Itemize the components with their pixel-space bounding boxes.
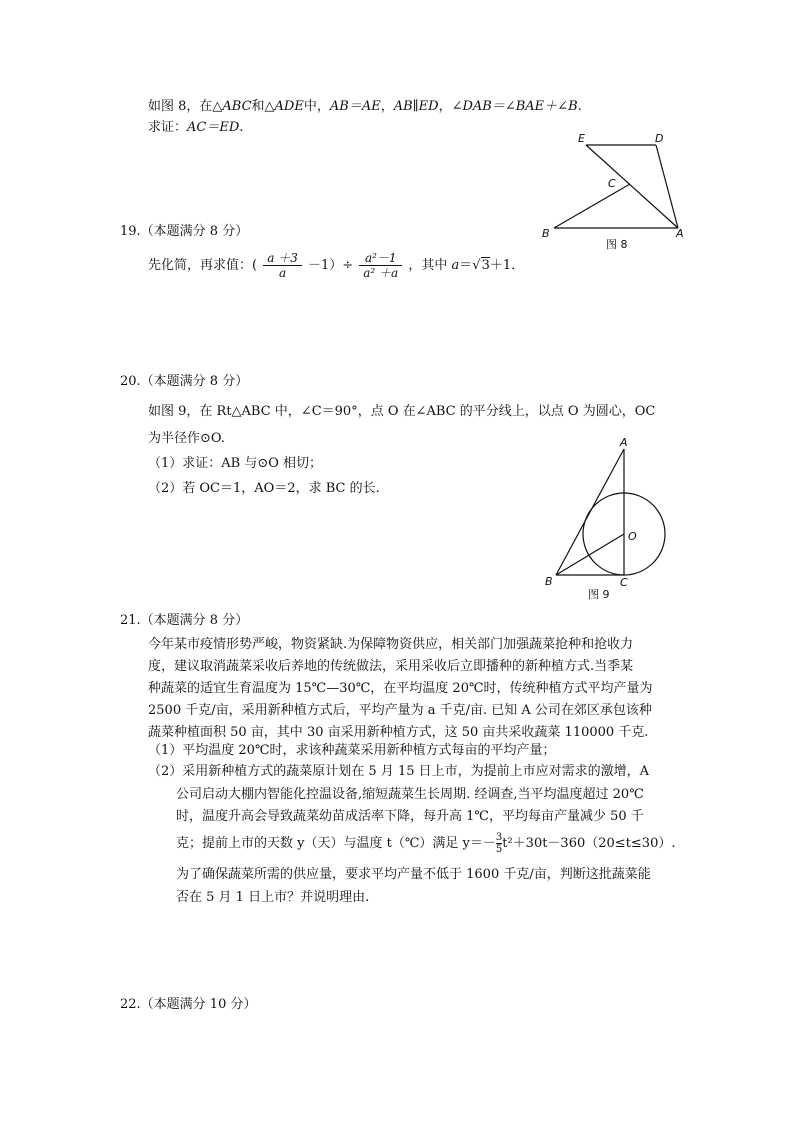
label-A: A [620,436,628,449]
q20-line2: 为半径作⊙O. [148,431,225,446]
figure-8 [540,130,690,250]
q21-part2-line: 时，温度升高会导致蔬菜幼苗成活率下降，每升高 1℃，平均每亩产量减少 50 千 [176,809,644,824]
fraction-1: $\frac{a +3}{a}$ [263,251,302,280]
segment-bc [554,184,630,228]
q21-formula-line: 克；提前上市的天数 y（天）与温度 t（℃）满足 y＝－ $\frac{3}{5}$ t²＋30t－360（20≤t≤30）. [176,832,676,855]
figure-9-caption: 图 9 [588,588,610,601]
segment-da [656,145,678,228]
q21-line: 度，建议取消蔬菜采收后养地的传统做法，采用采收后立即播种的新种植方式.当季某 [148,659,634,674]
q18-prove: 求证：AC＝ED. [148,120,244,135]
q21-line: 2500 千克/亩，采用新种植方式后，平均产量为 a 千克/亩. 已知 A 公司在郊区承包该种 [148,703,652,718]
fraction-2: $\frac{\text{a²－1}}{\text{a² ＋a}}$ [359,251,402,280]
formula-fraction: $\frac{3}{5}$ [495,832,503,855]
figure-9 [540,435,675,605]
segment-ea [586,145,678,228]
q21-part2-line: （2）采用新种植方式的蔬菜原计划在 5 月 15 日上市，为提前上市应对需求的激增，A [148,764,650,779]
label-O: O [628,530,637,543]
q21-line: 蔬菜种植面积 50 亩，其中 30 亩采用新种植方式，这 50 亩共采收蔬菜 110000 千克. [148,725,649,740]
q19-expression: 先化简，再求值：( $\frac{a +3}{a}$ －1）÷ $\frac{\text{a²－1}}{\text{a² ＋a}}$ ，其中 a＝√3＋1． [148,251,525,280]
q19-header: 19.（本题满分 8 分） [120,224,249,239]
q22-header: 22.（本题满分 10 分） [120,997,257,1012]
label-A: A [676,227,684,240]
label-D: D [655,132,664,145]
q20-part1: （1）求证：AB 与⊙O 相切； [148,456,323,471]
q20-part2: （2）若 OC＝1，AO＝2，求 BC 的长. [148,481,380,496]
q21-header: 21.（本题满分 8 分） [120,613,249,628]
segment-bo [556,534,624,575]
q21-part1: （1）平均温度 20℃时，求该种蔬菜采用新种植方式每亩的平均产量； [148,743,556,758]
q21-part2-end: 为了确保蔬菜所需的供应量，要求平均产量不低于 1600 千克/亩，判断这批蔬菜能 [176,867,651,882]
q21-line: 种蔬菜的适宜生育温度为 15℃—30℃，在平均温度 20℃时，传统种植方式平均产量为 [148,681,653,696]
label-B: B [542,227,550,240]
q21-part2-line: 公司启动大棚内智能化控温设备,缩短蔬菜生长周期. 经调查,当平均温度超过 20℃ [176,787,644,802]
label-E: E [578,132,585,145]
q21-line: 今年某市疫情形势严峻，物资紧缺.为保障物资供应，相关部门加强蔬菜抢种和抢收力 [148,637,634,652]
q21-part2-end: 否在 5 月 1 日上市？并说明理由. [176,890,370,905]
q18-line1: 如图 8，在△ABC和△ADE中，AB＝AE，AB∥ED，∠DAB＝∠BAE＋∠B. [148,99,582,114]
q20-line1: 如图 9，在 Rt△ABC 中，∠C＝90°，点 O 在∠ABC 的平分线上，以点 O 为圆心，OC [148,404,656,419]
sqrt-sign: √ [472,258,481,273]
q20-header: 20.（本题满分 8 分） [120,374,249,389]
label-C: C [620,576,628,589]
label-C: C [608,177,616,190]
figure-8-caption: 图 8 [606,238,628,251]
label-B: B [545,575,553,588]
